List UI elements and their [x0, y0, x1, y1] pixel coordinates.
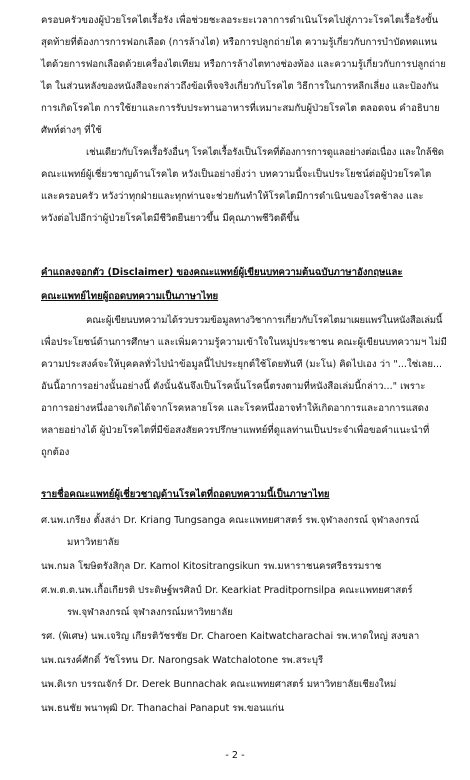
- paragraph-line: หวังต่อไปอีกว่าผู้ป่วยโรคไตมีชีวิตยืนยาวขึ้น มีคุณภาพชีวิตดีขึ้น: [41, 213, 300, 224]
- disclaimer-line: เพื่อประโยชน์ด้านการศึกษา และเพิ่มความรู้ความเข้าใจในหมู่ประชาชน คณะผู้เขียนบทความฯ ไม่มี: [41, 337, 447, 348]
- doctor-entry: ศ.นพ.เกรียง ตั้งสง่า Dr. Kriang Tungsanga คณะแพทยศาสตร์ รพ.จุฬาลงกรณ์ จุฬาลงกรณ์: [41, 515, 419, 526]
- doctor-entry: นพ.ธนชัย พนาพุฒิ Dr. Thanachai Panaput รพ.ขอนแก่น: [41, 703, 285, 714]
- disclaimer-heading: คำแถลงจอกตัว (Disclaimer) ของคณะแพทย์ผู้เขียนบทความต้นฉบับภาษาอังกฤษและ: [41, 267, 403, 278]
- disclaimer-line: ถูกต้อง: [41, 447, 70, 458]
- page-number: - 2 -: [225, 750, 245, 761]
- paragraph-line: และครอบครัว หวังว่าทุกฝ่ายและทุกท่านจะช่วยกันทำให้โรคไตมีการดำเนินของโรคช้าลง และ: [41, 191, 424, 202]
- disclaimer-line: อาการอย่างหนึ่งอาจเกิดได้จากโรคหลายโรค และโรคหนึ่งอาจทำให้เกิดอาการและอาการแสดง: [41, 403, 429, 414]
- paragraph-line: เช่นเดียวกับโรคเรื้อรังอื่นๆ โรคไตเรื้อรังเป็นโรคที่ต้องการการดูแลอย่างต่อเนื่อง และใกล้ชิด: [86, 147, 444, 158]
- disclaimer-line: หลายอย่างได้ ผู้ป่วยโรคไตที่มีข้อสงสัยควรปรึกษาแพทย์ที่ดูแลท่านเป็นประจำเพื่อขอคำแนะนำที่: [41, 425, 430, 436]
- disclaimer-line: ความประสงค์จะให้บุคคลทั่วไปนำข้อมูลนี้ไปประยุกต์ใช้โดยทันที (มะโน) คิดไปเอง ว่า "...ใช่เลย...: [41, 359, 443, 370]
- disclaimer-line: อันนี้อาการอย่างนั้นอย่างนี้ ดังนั้นฉันจึงเป็นโรคนั้นโรคนี้ตรงตามที่หนังสือเล่มนี้กล่าว..." เพราะ: [41, 381, 426, 392]
- doctor-entry-continuation: มหาวิทยาลัย: [67, 537, 120, 548]
- doctor-entry: นพ.ดิเรก บรรณจักร์ Dr. Derek Bunnachak คณะแพทยศาสตร์ มหาวิทยาลัยเชียงใหม่: [41, 679, 397, 690]
- doctor-entry-continuation: รพ.จุฬาลงกรณ์ จุฬาลงกรณ์มหาวิทยาลัย: [67, 607, 233, 618]
- paragraph-line: ศัพท์ต่างๆ ที่ใช้: [41, 125, 102, 136]
- paragraph-line: ครอบครัวของผู้ป่วยโรคไตเรื้อรัง เพื่อช่วยชะลอระยะเวลาการดำเนินโรคไปสู่ภาวะโรคไตเรื้อรังขั้น: [41, 15, 439, 26]
- disclaimer-heading: คณะแพทย์ไทยผู้ถอดบทความเป็นภาษาไทย: [41, 291, 219, 302]
- paragraph-line: สุดท้ายที่ต้องการการฟอกเลือด (การล้างไต) หรือการปลูกถ่ายไต ความรู้เกี่ยวกับการบำบัดทดแทน: [41, 37, 438, 48]
- doctor-entry: รศ. (พิเศษ) นพ.เจริญ เกียรติวัชรชัย Dr. Charoen Kaitwatcharachai รพ.หาดใหญ่ สงขลา: [41, 631, 420, 642]
- paragraph-line: ไตด้วยการฟอกเลือดด้วยเครื่องไตเทียม หรือการล้างไตทางช่องท้อง และความรู้เกี่ยวกับการปลูกถ่าย: [41, 59, 446, 70]
- paragraph-line: คณะแพทย์ผู้เชี่ยวชาญด้านโรคไต หวังเป็นอย่างยิ่งว่า บทความนี้จะเป็นประโยชน์ต่อผู้ป่วยโรคไต: [41, 169, 432, 180]
- doctor-entry: ศ.พ.ต.ต.นพ.เกื้อเกียรติ ประดิษฐ์พรศิลป์ Dr. Kearkiat Praditpornsilpa คณะแพทยศาสตร์: [41, 585, 413, 596]
- disclaimer-line: คณะผู้เขียนบทความได้รวบรวมข้อมูลทางวิชาการเกี่ยวกับโรคไตมาเผยแพร่ในหนังสือเล่มนี้: [86, 315, 443, 326]
- doctor-list-heading: รายชื่อคณะแพทย์ผู้เชี่ยวชาญด้านโรคไตที่ถอดบทความนี้เป็นภาษาไทย: [41, 489, 330, 500]
- paragraph-line: การเกิดโรคไต การใช้ยาและการรับประทานอาหารที่เหมาะสมกับผู้ป่วยโรคไต ตลอดจน คำอธิบาย: [41, 103, 440, 114]
- doctor-entry: นพ.ณรงค์ศักดิ์ วัชโรทน Dr. Narongsak Watchalotone รพ.สระบุรี: [41, 655, 324, 666]
- doctor-entry: นพ.กมล โฆษิตรังสิกุล Dr. Kamol Kitositrangsikun รพ.มหาราชนครศรีธรรมราช: [41, 561, 382, 572]
- paragraph-line: ไต ในส่วนหลังของหนังสือจะกล่าวถึงข้อเท็จจริงเกี่ยวกับโรคไต วิธีการในการหลีกเลี่ยง และป้องกัน: [41, 81, 439, 92]
